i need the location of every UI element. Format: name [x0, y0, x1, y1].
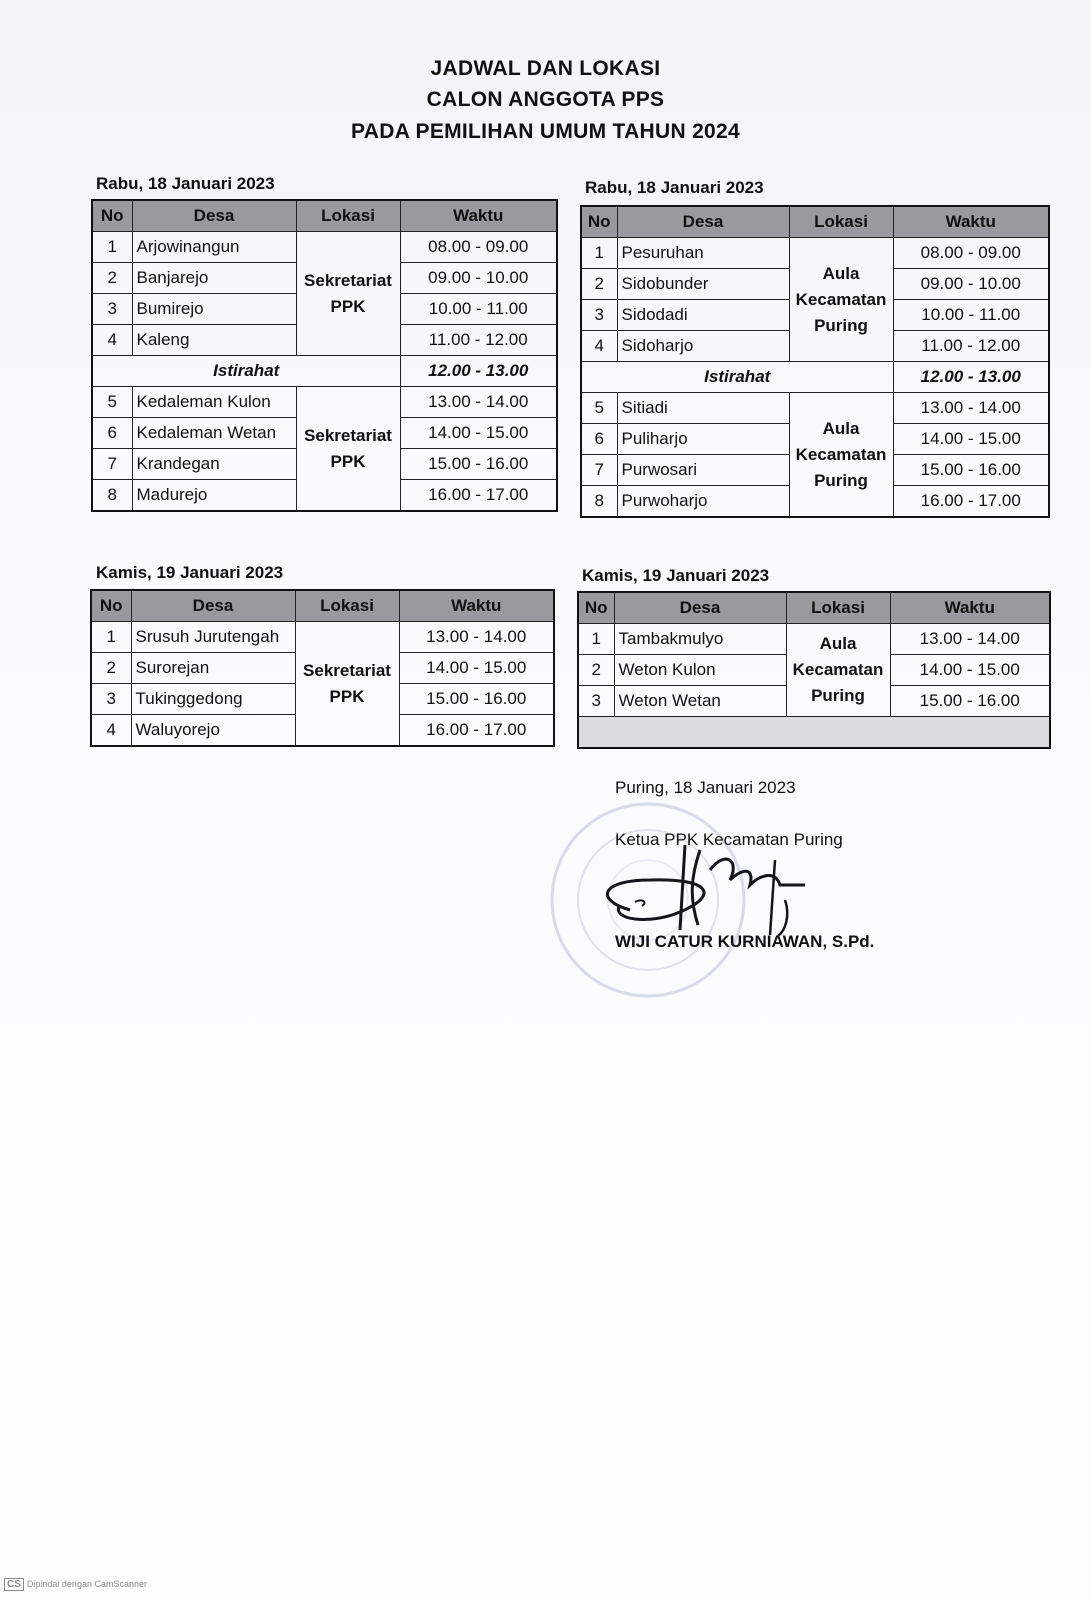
- col-no: No: [578, 592, 614, 624]
- cell-lokasi: [295, 622, 399, 747]
- cell-desa: Weton Wetan: [614, 686, 786, 717]
- cell-no: 1: [91, 622, 131, 653]
- lokasi-line: Aula: [822, 418, 860, 438]
- cell-desa: Kaleng: [132, 325, 296, 356]
- table-row: [581, 393, 1049, 424]
- break-time: 12.00 - 13.00: [400, 356, 557, 387]
- cell-no: 5: [581, 393, 617, 424]
- signer-name: WIJI CATUR KURNIAWAN, S.Pd.: [615, 932, 875, 951]
- col-desa: Desa: [131, 590, 295, 622]
- cell-waktu: 15.00 - 16.00: [890, 686, 1050, 717]
- lokasi-line: Kecamatan: [792, 660, 884, 679]
- col-desa: Desa: [132, 200, 296, 232]
- cell-desa: Sidobunder: [617, 269, 789, 300]
- cell-no: 6: [581, 424, 617, 455]
- table-row: [578, 624, 1050, 655]
- break-label: Istirahat: [581, 362, 893, 393]
- table-row: [92, 232, 557, 263]
- cell-desa: Purwoharjo: [617, 486, 789, 518]
- col-waktu: Waktu: [399, 590, 554, 622]
- cell-waktu: 15.00 - 16.00: [893, 455, 1049, 486]
- lokasi-line: Aula: [822, 263, 860, 283]
- schedule-1-date: Rabu, 18 Januari 2023: [96, 174, 275, 193]
- lokasi-line: Puring: [811, 686, 865, 705]
- lokasi-line: Kecamatan: [795, 444, 887, 464]
- camscanner-icon: CS: [4, 1578, 24, 1591]
- table-header-row: [578, 592, 1050, 624]
- cell-lokasi: [296, 387, 400, 512]
- cell-desa: Puliharjo: [617, 424, 789, 455]
- schedule-2-table: [580, 205, 1050, 518]
- cell-no: 8: [92, 480, 132, 512]
- empty-row: [578, 717, 1050, 749]
- cell-no: 3: [91, 684, 131, 715]
- cell-waktu: 14.00 - 15.00: [399, 653, 554, 684]
- title-line-2: CALON ANGGOTA PPS: [426, 88, 665, 111]
- cell-lokasi: [789, 238, 893, 362]
- table-header-row: [581, 206, 1049, 238]
- cell-desa: Sidodadi: [617, 300, 789, 331]
- schedule-4-table: [577, 591, 1051, 749]
- col-lokasi: Lokasi: [789, 206, 893, 238]
- cell-desa: Tukinggedong: [131, 684, 295, 715]
- cell-no: 7: [92, 449, 132, 480]
- col-lokasi: Lokasi: [295, 590, 399, 622]
- col-waktu: Waktu: [890, 592, 1050, 624]
- cell-no: 5: [92, 387, 132, 418]
- break-row: [581, 362, 1049, 393]
- cell-lokasi: [789, 393, 893, 518]
- cell-waktu: 09.00 - 10.00: [893, 269, 1049, 300]
- table-row: [581, 238, 1049, 269]
- cell-desa: Kedaleman Kulon: [132, 387, 296, 418]
- lokasi-line: Sekretariat: [304, 425, 392, 445]
- col-desa: Desa: [617, 206, 789, 238]
- lokasi-line: PPK: [329, 686, 365, 706]
- cell-desa: Madurejo: [132, 480, 296, 512]
- table-row: [91, 622, 554, 653]
- lokasi-line: Aula: [819, 634, 857, 653]
- cell-desa: Banjarejo: [132, 263, 296, 294]
- cell-desa: Pesuruhan: [617, 238, 789, 269]
- cell-desa: Tambakmulyo: [614, 624, 786, 655]
- cell-waktu: 14.00 - 15.00: [890, 655, 1050, 686]
- break-label: Istirahat: [92, 356, 400, 387]
- cell-no: 4: [91, 715, 131, 747]
- cell-waktu: 11.00 - 12.00: [400, 325, 557, 356]
- cell-desa: Krandegan: [132, 449, 296, 480]
- cell-waktu: 10.00 - 11.00: [893, 300, 1049, 331]
- schedule-3-date: Kamis, 19 Januari 2023: [96, 563, 284, 582]
- cell-no: 7: [581, 455, 617, 486]
- cell-desa: Waluyorejo: [131, 715, 295, 747]
- lokasi-line: Kecamatan: [795, 289, 887, 309]
- break-time: 12.00 - 13.00: [893, 362, 1049, 393]
- col-desa: Desa: [614, 592, 786, 624]
- scanner-text: Dipindai dengan CamScanner: [26, 1579, 147, 1589]
- title-line-3: PADA PEMILIHAN UMUM TAHUN 2024: [351, 120, 740, 143]
- schedule-2-date: Rabu, 18 Januari 2023: [585, 178, 764, 197]
- cell-waktu: 15.00 - 16.00: [400, 449, 557, 480]
- cell-desa: Kedaleman Wetan: [132, 418, 296, 449]
- table-row: [92, 387, 557, 418]
- cell-lokasi: [786, 624, 890, 717]
- cell-no: 6: [92, 418, 132, 449]
- cell-waktu: 13.00 - 14.00: [890, 624, 1050, 655]
- lokasi-line: Sekretariat: [304, 270, 392, 290]
- cell-no: 3: [92, 294, 132, 325]
- col-no: No: [92, 200, 132, 232]
- col-no: No: [581, 206, 617, 238]
- cell-no: 1: [581, 238, 617, 269]
- lokasi-line: Puring: [814, 315, 868, 335]
- schedule-1-table: [91, 199, 558, 512]
- cell-waktu: 13.00 - 14.00: [400, 387, 557, 418]
- scanner-watermark: [4, 1578, 147, 1591]
- cell-desa: Bumirejo: [132, 294, 296, 325]
- cell-desa: Purwosari: [617, 455, 789, 486]
- place-date: Puring, 18 Januari 2023: [615, 778, 796, 797]
- cell-desa: Arjowinangun: [132, 232, 296, 263]
- cell-waktu: 15.00 - 16.00: [399, 684, 554, 715]
- col-lokasi: Lokasi: [296, 200, 400, 232]
- cell-waktu: 08.00 - 09.00: [400, 232, 557, 263]
- empty-filler-cell: [578, 717, 1050, 749]
- cell-desa: Surorejan: [131, 653, 295, 684]
- cell-waktu: 14.00 - 15.00: [400, 418, 557, 449]
- cell-desa: Sidoharjo: [617, 331, 789, 362]
- table-header-row: [92, 200, 557, 232]
- cell-no: 2: [578, 655, 614, 686]
- cell-no: 2: [92, 263, 132, 294]
- lokasi-line: Sekretariat: [303, 660, 391, 680]
- cell-no: 3: [578, 686, 614, 717]
- signer-position: Ketua PPK Kecamatan Puring: [615, 830, 843, 849]
- col-waktu: Waktu: [400, 200, 557, 232]
- cell-no: 4: [92, 325, 132, 356]
- cell-no: 2: [91, 653, 131, 684]
- schedule-4-date: Kamis, 19 Januari 2023: [582, 566, 770, 585]
- cell-no: 1: [578, 624, 614, 655]
- lokasi-line: Puring: [814, 470, 868, 490]
- cell-waktu: 16.00 - 17.00: [400, 480, 557, 512]
- cell-waktu: 16.00 - 17.00: [399, 715, 554, 747]
- col-waktu: Waktu: [893, 206, 1049, 238]
- cell-desa: Sitiadi: [617, 393, 789, 424]
- cell-desa: Srusuh Jurutengah: [131, 622, 295, 653]
- cell-waktu: 13.00 - 14.00: [893, 393, 1049, 424]
- cell-no: 4: [581, 331, 617, 362]
- cell-waktu: 16.00 - 17.00: [893, 486, 1049, 518]
- col-no: No: [91, 590, 131, 622]
- cell-waktu: 11.00 - 12.00: [893, 331, 1049, 362]
- cell-waktu: 13.00 - 14.00: [399, 622, 554, 653]
- table-header-row: [91, 590, 554, 622]
- schedule-3-table: [90, 589, 555, 747]
- cell-no: 3: [581, 300, 617, 331]
- cell-no: 2: [581, 269, 617, 300]
- break-row: [92, 356, 557, 387]
- cell-waktu: 14.00 - 15.00: [893, 424, 1049, 455]
- title-line-1: JADWAL DAN LOKASI: [430, 57, 661, 80]
- cell-desa: Weton Kulon: [614, 655, 786, 686]
- cell-waktu: 08.00 - 09.00: [893, 238, 1049, 269]
- cell-no: 1: [92, 232, 132, 263]
- cell-no: 8: [581, 486, 617, 518]
- lokasi-line: PPK: [330, 451, 366, 471]
- lokasi-line: PPK: [330, 296, 366, 316]
- cell-waktu: 10.00 - 11.00: [400, 294, 557, 325]
- cell-lokasi: [296, 232, 400, 356]
- cell-waktu: 09.00 - 10.00: [400, 263, 557, 294]
- col-lokasi: Lokasi: [786, 592, 890, 624]
